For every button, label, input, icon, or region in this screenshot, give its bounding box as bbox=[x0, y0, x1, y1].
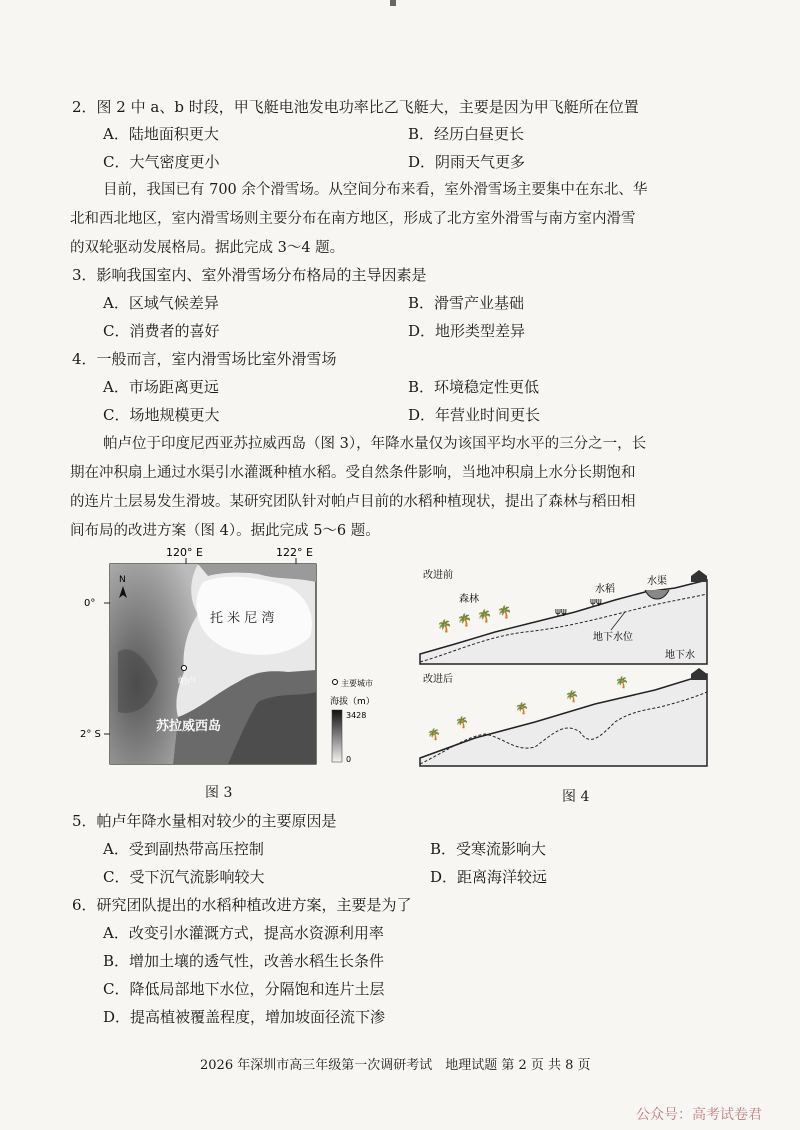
passage2-line1: 帕卢位于印度尼西亚苏拉威西岛（图 3），年降水量仅为该国平均水平的三分之一，长 bbox=[103, 436, 647, 452]
fig3-elev-min: 0 bbox=[346, 755, 352, 764]
elevation-scale-bar bbox=[332, 710, 342, 762]
scan-mark bbox=[390, 0, 396, 6]
fig4-rice-label: 水稻 bbox=[595, 584, 615, 595]
figure3-caption: 图 3 bbox=[205, 785, 233, 801]
fig3-lon-120: 120° E bbox=[166, 546, 203, 559]
q4-option-d: D．年营业时间更长 bbox=[408, 406, 541, 424]
q2-option-c: C．大气密度更小 bbox=[103, 153, 220, 171]
tree-icon: 🌴 bbox=[615, 676, 629, 689]
q3-option-c: C．消费者的喜好 bbox=[103, 322, 220, 340]
q2-option-b: B．经历白昼更长 bbox=[408, 125, 525, 143]
q4-option-b: B．环境稳定性更低 bbox=[408, 378, 540, 396]
q5-option-c: C．受下沉气流影响较大 bbox=[103, 868, 265, 886]
rice-icon: ψψ bbox=[555, 607, 567, 617]
watermark: 公众号：高考试卷君 bbox=[636, 1107, 762, 1123]
q5-stem: 5．帕卢年降水量相对较少的主要原因是 bbox=[72, 812, 337, 830]
q4-option-a: A．市场距离更远 bbox=[103, 378, 219, 396]
tree-icon: 🌴 bbox=[455, 716, 469, 729]
figure4-caption: 图 4 bbox=[562, 789, 590, 805]
q5-option-d: D．距离海洋较远 bbox=[430, 868, 548, 886]
q2-option-d: D．阴雨天气更多 bbox=[408, 153, 526, 171]
q2-stem: 2．图 2 中 a、b 时段，甲飞艇电池发电功率比乙飞艇大，主要是因为甲飞艇所在位置 bbox=[72, 98, 639, 116]
q4-stem: 4．一般而言，室内滑雪场比室外滑雪场 bbox=[72, 350, 337, 368]
fig3-legend-elev: 海拔（m） bbox=[330, 697, 375, 707]
fig3-lat-2s: 2° S bbox=[80, 729, 101, 740]
fig3-elev-max: 3428 bbox=[346, 711, 367, 720]
fig3-north: N bbox=[119, 575, 126, 585]
passage1-line3: 的双轮驱动发展格局。据此完成 3～4 题。 bbox=[70, 240, 345, 256]
forest-icon-group bbox=[437, 605, 512, 633]
fig3-city-label: 帕卢 bbox=[178, 677, 197, 687]
tree-icon: 🌴 bbox=[457, 613, 472, 627]
fig4-forest-label: 森林 bbox=[459, 594, 479, 605]
fig4-groundwater-label: 地下水 bbox=[665, 650, 695, 661]
tree-icon: 🌴 bbox=[497, 605, 512, 619]
house-icon bbox=[691, 570, 707, 582]
legend-city-icon bbox=[333, 680, 338, 685]
passage2-line2: 期在冲积扇上通过水渠引水灌溉种植水稻。受自然条件影响，当地冲积扇上水分长期饱和 bbox=[70, 465, 636, 481]
tree-icon: 🌴 bbox=[565, 690, 579, 703]
q5-option-a: A．受到副热带高压控制 bbox=[103, 840, 264, 858]
q6-option-c: C．降低局部地下水位，分隔饱和连片土层 bbox=[103, 980, 385, 998]
q6-option-d: D．提高植被覆盖程度，增加坡面径流下渗 bbox=[103, 1008, 386, 1026]
passage1-line1: 目前，我国已有 700 余个滑雪场。从空间分布来看，室外滑雪场主要集中在东北、华 bbox=[103, 182, 648, 198]
passage2-line4: 间布局的改进方案（图 4）。据此完成 5～6 题。 bbox=[70, 523, 380, 539]
q6-stem: 6．研究团队提出的水稻种植改进方案，主要是为了 bbox=[72, 896, 412, 914]
rice-icon: ψψ bbox=[590, 597, 602, 607]
palu-city-marker bbox=[182, 666, 187, 671]
fig4-after-label: 改进后 bbox=[423, 674, 453, 685]
q2-option-a: A．陆地面积更大 bbox=[103, 125, 219, 143]
passage1-line2: 北和西北地区，室内滑雪场则主要分布在南方地区，形成了北方室外滑雪与南方室内滑雪 bbox=[70, 211, 636, 227]
house-icon bbox=[691, 668, 707, 680]
tree-icon: 🌴 bbox=[515, 702, 529, 715]
fig3-bay-label: 托 米 尼 湾 bbox=[210, 611, 275, 626]
q3-option-b: B．滑雪产业基础 bbox=[408, 294, 525, 312]
fig4-water-table-label: 地下水位 bbox=[593, 632, 633, 643]
fig4-canal-label: 水渠 bbox=[647, 576, 667, 587]
fig3-legend-city: 主要城市 bbox=[341, 679, 373, 688]
q6-option-b: B．增加土壤的透气性，改善水稻生长条件 bbox=[103, 952, 385, 970]
page-footer: 2026 年深圳市高三年级第一次调研考试 地理试题 第 2 页 共 8 页 bbox=[200, 1058, 591, 1073]
q3-stem: 3．影响我国室内、室外滑雪场分布格局的主导因素是 bbox=[72, 266, 427, 284]
figure4-diagram bbox=[415, 562, 720, 772]
fig4-before-label: 改进前 bbox=[423, 570, 453, 581]
q5-option-b: B．受寒流影响大 bbox=[430, 840, 547, 858]
q3-option-a: A．区域气候差异 bbox=[103, 294, 219, 312]
tree-icon: 🌴 bbox=[477, 609, 492, 623]
fig3-lat-0: 0° bbox=[84, 598, 96, 609]
q3-option-d: D．地形类型差异 bbox=[408, 322, 526, 340]
q6-option-a: A．改变引水灌溉方式，提高水资源利用率 bbox=[103, 924, 384, 942]
tree-icon: 🌴 bbox=[437, 619, 452, 633]
figure3-map bbox=[78, 542, 375, 782]
passage2-line3: 的连片土层易发生滑坡。某研究团队针对帕卢目前的水稻种植现状，提出了森林与稻田相 bbox=[70, 494, 636, 510]
q4-option-c: C．场地规模更大 bbox=[103, 406, 220, 424]
fig3-island-label: 苏拉威西岛 bbox=[156, 719, 222, 734]
tree-icon: 🌴 bbox=[427, 728, 441, 741]
fig3-lon-122: 122° E bbox=[276, 546, 313, 559]
